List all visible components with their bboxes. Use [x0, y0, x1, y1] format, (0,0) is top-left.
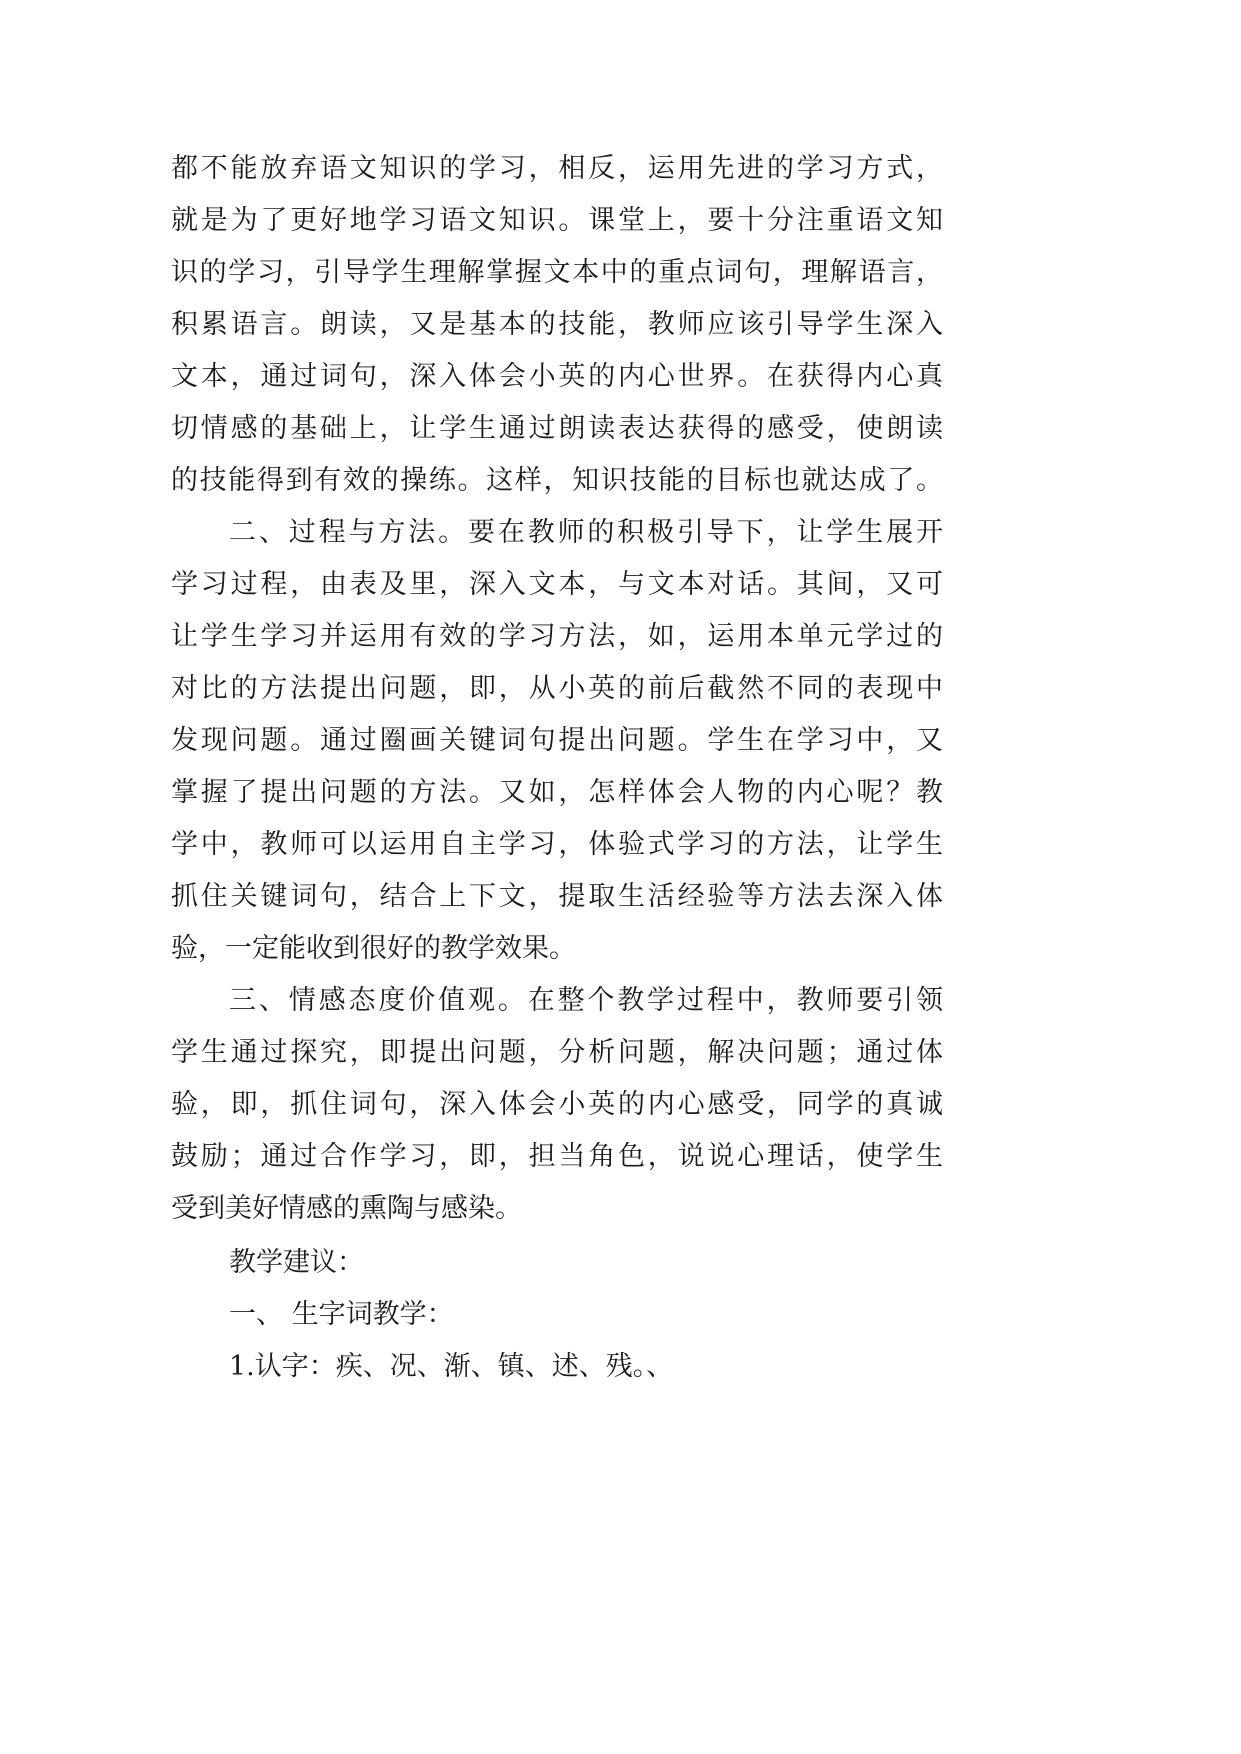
text-line: 受到美好情感的熏陶与感染。	[171, 1193, 522, 1224]
text-line: 掌握了提出问题的方法。又如，怎样体会人物的内心呢？教	[171, 777, 943, 808]
text-line: 切情感的基础上，让学生通过朗读表达获得的感受，使朗读	[171, 413, 943, 444]
subsection-heading: 一、 生字词教学：	[229, 1299, 454, 1330]
paragraph-start-line: 二、过程与方法。要在教师的积极引导下，让学生展开	[229, 517, 943, 548]
list-item: 1.认字：疾、况、渐、镇、述、残。、	[229, 1351, 674, 1382]
text-line: 验，即，抓住词句，深入体会小英的内心感受，同学的真诚	[171, 1089, 943, 1120]
section-heading: 教学建议：	[229, 1247, 364, 1278]
text-line: 学中，教师可以运用自主学习，体验式学习的方法，让学生	[171, 829, 943, 860]
text-line: 抓住关键词句，结合上下文，提取生活经验等方法去深入体	[171, 881, 943, 912]
text-line: 的技能得到有效的操练。这样，知识技能的目标也就达成了。	[171, 465, 943, 496]
paragraph-start-line: 三、情感态度价值观。在整个教学过程中，教师要引领	[229, 985, 943, 1016]
text-line: 文本，通过词句，深入体会小英的内心世界。在获得内心真	[171, 361, 943, 392]
text-line: 学生通过探究，即提出问题，分析问题，解决问题；通过体	[171, 1037, 943, 1068]
text-line: 都不能放弃语文知识的学习，相反，运用先进的学习方式，	[171, 153, 943, 184]
text-line: 鼓励；通过合作学习，即，担当角色，说说心理话，使学生	[171, 1141, 943, 1172]
text-line: 积累语言。朗读，又是基本的技能，教师应该引导学生深入	[171, 309, 943, 340]
text-line: 学习过程，由表及里，深入文本，与文本对话。其间，又可	[171, 569, 943, 600]
text-line: 识的学习，引导学生理解掌握文本中的重点词句，理解语言，	[171, 257, 943, 288]
text-line: 对比的方法提出问题，即，从小英的前后截然不同的表现中	[171, 673, 943, 704]
text-line: 让学生学习并运用有效的学习方法，如，运用本单元学过的	[171, 621, 943, 652]
text-line: 就是为了更好地学习语文知识。课堂上，要十分注重语文知	[171, 205, 943, 236]
text-line: 验，一定能收到很好的教学效果。	[171, 933, 576, 964]
text-line: 发现问题。通过圈画关键词句提出问题。学生在学习中，又	[171, 725, 943, 756]
